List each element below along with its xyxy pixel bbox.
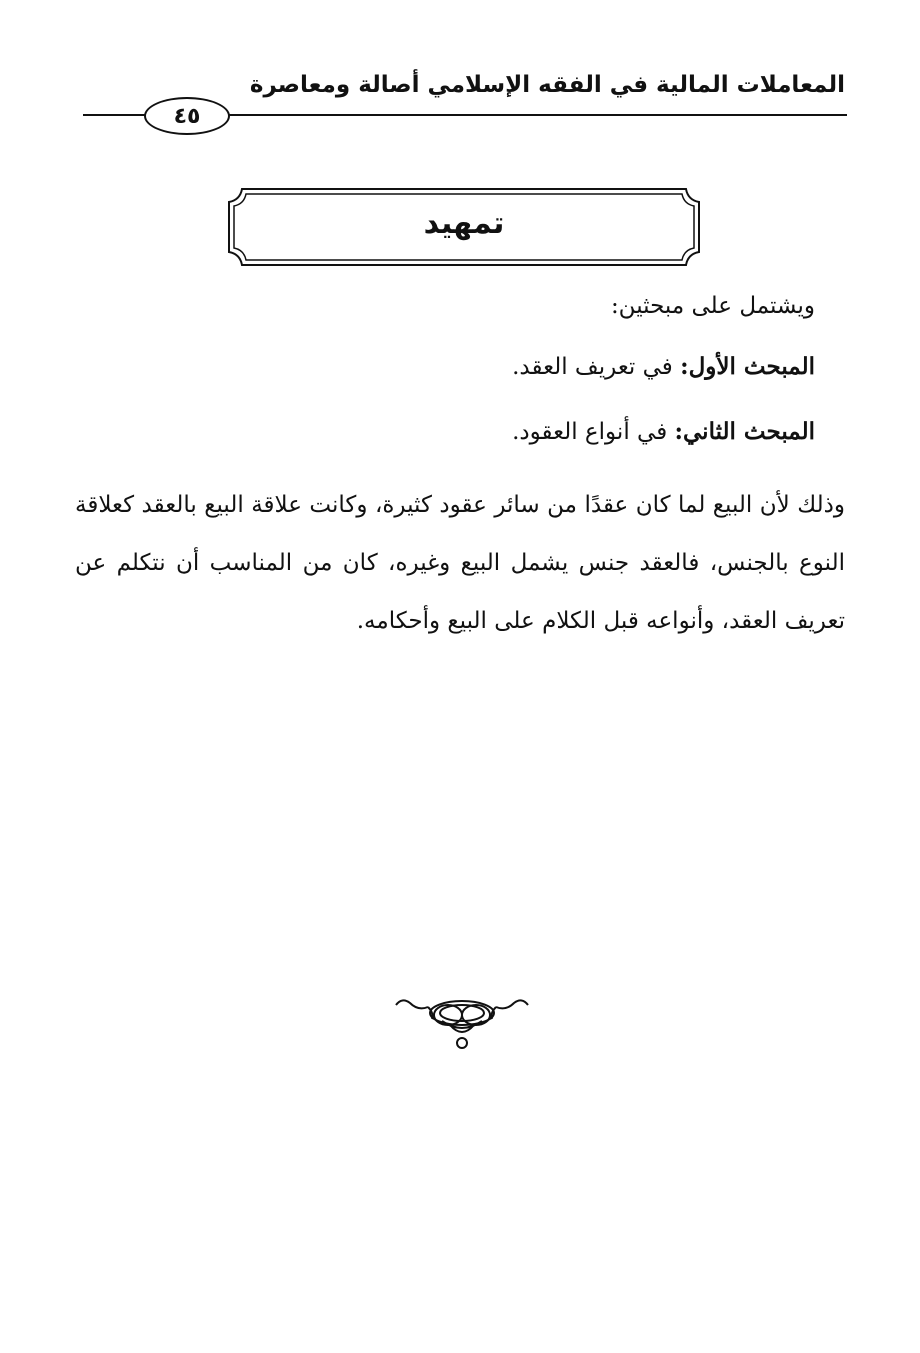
body-paragraph: وذلك لأن البيع لما كان عقدًا من سائر عقود كثيرة، وكانت علاقة البيع بالعقد كعلاقة النوع بالجنس، فالعقد جنس يشمل البيع وغيره، كان من المناسب أن نتكلم عن تعريف العقد، وأنواعه قبل الكلام على البيع وأحكامه. xyxy=(75,492,845,634)
second-topic-label: المبحث الثاني: xyxy=(674,418,815,445)
page-number xyxy=(144,97,230,135)
second-topic-line xyxy=(512,418,815,445)
second-topic-text: في أنواع العقود. xyxy=(512,419,668,445)
first-topic-line xyxy=(512,353,815,380)
section-heading xyxy=(226,186,702,268)
page-number-text: ٤٥ xyxy=(173,103,201,129)
first-topic-label: المبحث الأول: xyxy=(680,353,815,380)
first-topic-text: في تعريف العقد. xyxy=(512,354,673,380)
section-title: تمهيد xyxy=(423,206,505,241)
intro-line: ويشتمل على مبحثين: xyxy=(610,293,815,319)
running-title: المعاملات المالية في الفقه الإسلامي أصالة ومعاصرة xyxy=(249,72,845,98)
flourish-ornament-icon xyxy=(392,993,532,1057)
